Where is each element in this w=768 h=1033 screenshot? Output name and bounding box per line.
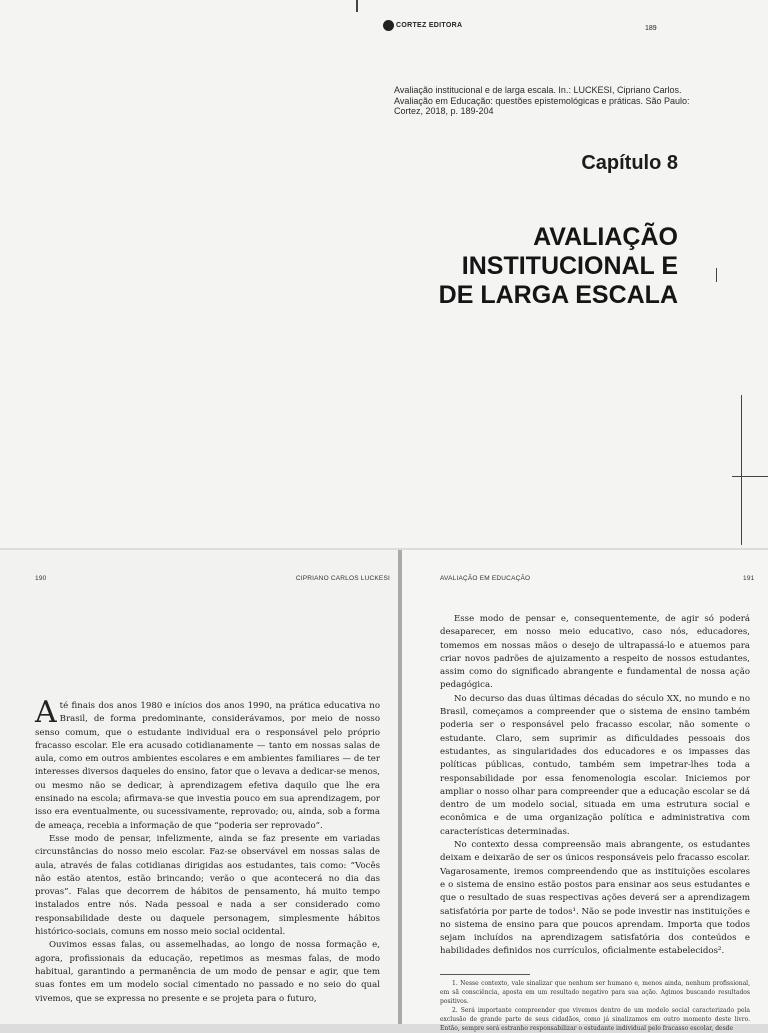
footnote-rule bbox=[440, 974, 530, 975]
chapter-title-line-2: INSTITUCIONAL E bbox=[461, 252, 678, 280]
right-page bbox=[402, 550, 768, 1032]
page-number-left: 190 bbox=[35, 575, 47, 582]
logo-icon bbox=[383, 20, 394, 31]
drop-cap: A bbox=[35, 695, 57, 730]
footnote: 2. Será importante compreender que vivemos dentro de um modelo social caracterizado pela exclusão de grande parte de seus cidadãos, como já sinalizamos em outro momento deste livro. Então, sempre será estranho responsabilizar o estudante individual pelo fracasso escolar, desde bbox=[440, 1007, 750, 1032]
chapter-label: Capítulo 8 bbox=[581, 152, 678, 174]
crop-mark bbox=[356, 0, 358, 12]
chapter-title-line-3: DE LARGA ESCALA bbox=[438, 281, 678, 309]
running-head-left: CIPRIANO CARLOS LUCKESI bbox=[295, 575, 390, 582]
margin-tick bbox=[732, 476, 768, 477]
left-page bbox=[0, 550, 398, 1024]
chapter-title-line-1: AVALIAÇÃO bbox=[533, 223, 678, 251]
paragraph-text: té finais dos anos 1980 e inícios dos anos 1990, na prática educativa no Brasil, de forma predominante, considerávamos, por meio de nosso senso comum, que o estudante individual era o responsável pelo próprio fracasso escolar. Ele era acusado cotidianamente — tanto em nossas salas de aula, como em outros ambientes escolares e em ambientes familiares — de ter interesses diversos daqueles do ensino, fator que o levava a dedicar-se menos, ou mesmo não se dedicar, à aprendizagem efetiva daquilo que lhe era ensinado na escola; afirmava-se que investia pouco em sua aprendizagem, por isso era eventualmente, ou sucessivamente, reprovado; ou, ainda, sob a forma de ameaça, recebia a informação de que “poderia ser reprovado”. bbox=[35, 701, 380, 831]
running-head-right: AVALIAÇÃO EM EDUCAÇÃO bbox=[440, 575, 531, 582]
right-body-text bbox=[440, 613, 750, 959]
margin-line bbox=[741, 395, 742, 545]
paragraph: Esse modo de pensar, infelizmente, ainda se faz presente em variadas circunstâncias do nosso meio escolar. Faz-se observável em nossas salas de aula, através de falas cotidianas dirigidas aos estudantes, tais como: “Vocês não estão atentos, estão brincando; verão o que acontecerá no dia das provas”. Falas que decorrem de hábitos de pensamento, há muito tempo instalados entre nós. Nada pessoal e nada a ser considerado como responsabilidade deste ou daquele personagem, simplesmente hábitos histórico-sociais, comuns em nosso meio social ocidental. bbox=[35, 833, 380, 938]
paragraph bbox=[35, 695, 380, 833]
page-number: 189 bbox=[645, 25, 657, 32]
footnote: 1. Nesse contexto, vale sinalizar que nenhum ser humano e, menos ainda, nenhum profissional, em sã consciência, aposta em um resultado negativo para sua ação. Agimos buscando resultados positivos. bbox=[440, 980, 750, 1005]
citation: Avaliação institucional e de larga escala. In.: LUCKESI, Cipriano Carlos. Avaliação em Educação: questões epistemológicas e práticas. São Paulo: Cortez, 2018, p. 189-204 bbox=[394, 85, 690, 116]
paragraph: Ouvimos essas falas, ou assemelhadas, ao longo de nossa formação e, agora, profissionais da educação, repetimos as mesmas falas, de modo habitual, garantindo a permanência de um modo de pensar e agir, que tem suas fontes em um modelo social cimentado no passado e no seio do qual vivemos, que se expressa no presente e se projeta para o futuro, bbox=[35, 940, 380, 1004]
margin-mark bbox=[716, 268, 717, 282]
paragraph: Esse modo de pensar e, consequentemente, de agir só poderá desaparecer, em nosso meio educativo, caso nós, educadores, tomemos em nossas mãos o desejo de ultrapassá-lo e atuemos para criar novos padrões de ajuizamento a respeito de nossos estudantes, assim como do significado abrangente e fundamental de nossa ação pedagógica. bbox=[440, 614, 750, 691]
paragraph: No contexto dessa compreensão mais abrangente, os estudantes deixam e deixarão de ser os únicos responsáveis pelo fracasso escolar. Vagarosamente, iremos compreendendo que as instituições escolares e o sistema de ensino estão postos para ensinar aos seus estudantes e que o resultado de suas respectivas ações deverá ser a aprendizagem satisfatória por parte de todos¹. Não se pode investir nas instituições e no sistema de ensino para que poucos aprendam. Importa que todos sejam incluídos na aprendizagem satisfatória dos conteúdos e habilidades definidos nos currículos, oficialmente estabelecidos². bbox=[440, 840, 750, 957]
footnotes bbox=[440, 974, 750, 1033]
left-body-text bbox=[35, 695, 380, 1006]
publisher-logo bbox=[383, 20, 462, 31]
logo-text: CORTEZ EDITORA bbox=[396, 22, 463, 29]
paragraph: No decurso das duas últimas décadas do século XX, no mundo e no Brasil, começamos a compreender que o sistema de ensino também poderia ser o responsável pelo fracasso escolar, não somente o estudante. Claro, sem suprimir as dificuldades pessoais dos estudantes, as singularidades dos educadores e os impasses das políticas públicas, contudo, também sem impetrar-lhes toda a responsabilidade por essa fenomenologia escolar. Iniciemos por ampliar o nosso olhar para compreender que a educação escolar se dá dentro de um modelo social, situada em uma estrutura social e econômica e de uma organização política e administrativa com características determinadas. bbox=[440, 693, 750, 837]
page-number-right: 191 bbox=[743, 575, 755, 582]
